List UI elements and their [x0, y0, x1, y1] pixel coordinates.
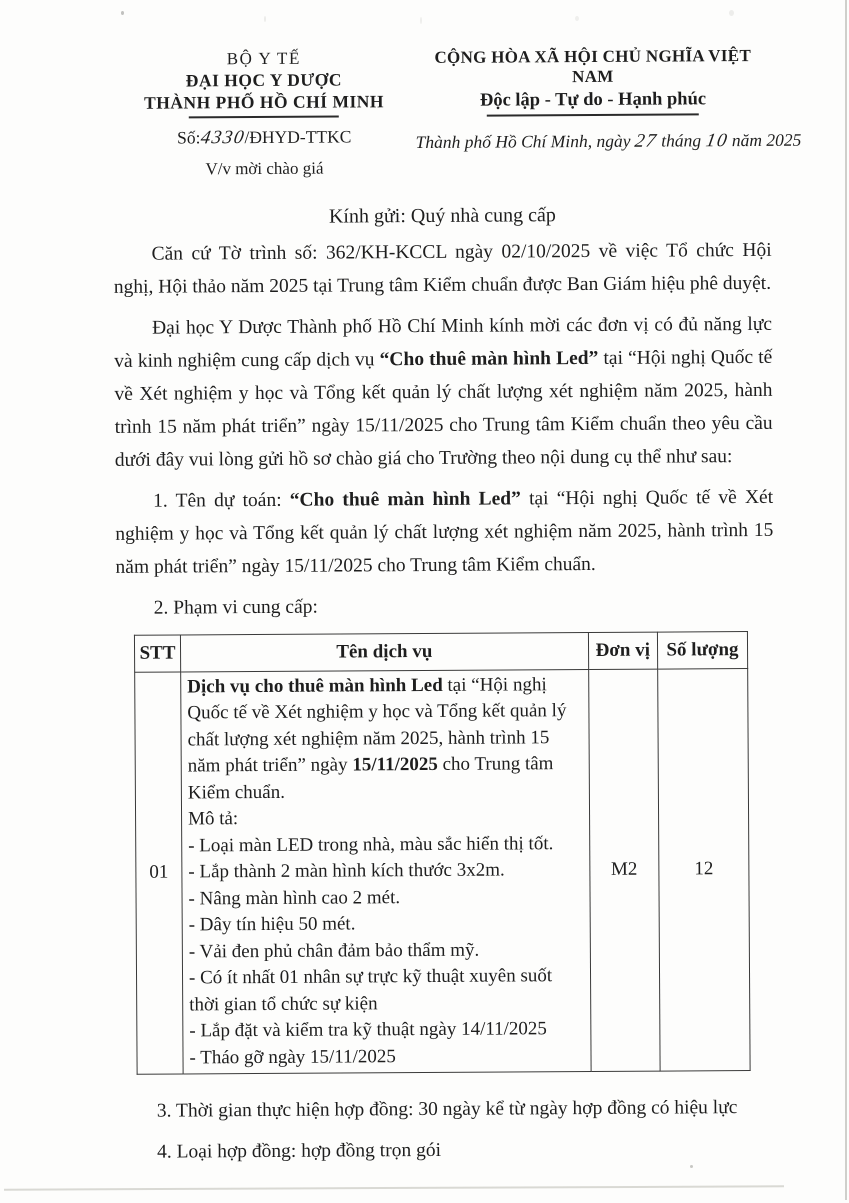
document-number-label: Số:	[177, 126, 201, 148]
dateline-month-handwritten: 10	[703, 129, 730, 151]
document-number	[113, 126, 416, 150]
header-cell-qty: Số lượng	[657, 631, 747, 669]
university-name-line1: ĐẠI HỌC Y DƯỢC	[185, 69, 343, 91]
service-title-bold: Dịch vụ cho thuê màn hình Led	[187, 674, 443, 697]
item-1-text: tại “Hội nghị Quốc tế về Xét nghiệm y học và Tổng kết quản lý chất lượng xét nghiệm năm 2025, hành trình 15 năm phát triển” ngày 15/11/2025 cho Trung tâm Kiểm chuẩn.	[115, 486, 774, 578]
scan-edge-right	[845, 0, 847, 1200]
dateline-year: năm 2025	[731, 129, 802, 150]
header-cell-service: Tên dịch vụ	[180, 632, 588, 671]
description-bullet: - Loại màn LED trong nhà, màu sắc hiển thị tốt.	[188, 832, 554, 856]
scan-artifact	[690, 1165, 693, 1168]
document-number-suffix: /ĐHYD-TTKC	[244, 125, 352, 147]
document-subject: V/v mời chào giá	[205, 158, 324, 178]
service-title-text-1: tại “Hội nghị Quốc tế về Xét nghiệm y học và Tổng kết quản lý chất lượng xét nghiệm năm 2025, hành trình 15 năm phát triển” ngày	[187, 673, 567, 777]
service-title-date-bold: 15/11/2025	[352, 753, 438, 776]
scan-artifact	[264, 16, 266, 22]
description-bullet: - Dây tín hiệu 50 mét.	[188, 913, 356, 936]
dateline-month-label: tháng	[661, 129, 702, 151]
service-title	[187, 672, 582, 807]
scan-artifact	[420, 17, 422, 24]
header-cell-stt: STT	[134, 634, 180, 671]
scan-artifact	[575, 16, 579, 21]
description-bullet: - Tháo gỡ ngày 15/11/2025	[189, 1045, 396, 1068]
invitation-text-1: Đại học Y Dược Thành phố Hồ Chí Minh kính mời các đơn vị có đủ năng lực và kinh nghiệm cung cấp dịch vụ	[114, 313, 773, 372]
salutation: Kính gửi: Quý nhà cung cấp	[328, 203, 556, 228]
scope-of-supply-table	[134, 631, 751, 1075]
item-2-scope-heading: 2. Phạm vi cung cấp:	[153, 596, 318, 619]
paragraph-basis: Căn cứ Tờ trình số: 362/KH-KCCL ngày 02/10/2025 về việc Tổ chức Hội nghị, Hội thảo năm 2025 tại Trung tâm Kiểm chuẩn được Ban Giám hiệu phê duyệt.	[113, 239, 772, 298]
item-3-contract-duration: 3. Thời gian thực hiện hợp đồng: 30 ngày kể từ ngày hợp đồng có hiệu lực	[156, 1097, 738, 1122]
letterhead	[112, 45, 802, 180]
national-motto: Độc lập - Tự do - Hạnh phúc	[479, 89, 707, 111]
table-header-row	[134, 631, 747, 672]
scan-artifact	[121, 11, 124, 15]
item-1-label: 1. Tên dự toán:	[153, 489, 290, 512]
cell-qty: 12	[658, 668, 751, 1071]
invitation-service-name: “Cho thuê màn hình Led”	[379, 347, 599, 370]
dateline-place: Thành phố Hồ Chí Minh, ngày	[415, 130, 631, 152]
item-4-contract-type: 4. Loại hợp đồng: hợp đồng trọn gói	[157, 1139, 442, 1163]
service-title-text-2: cho Trung tâm Kiểm chuẩn.	[187, 753, 554, 803]
dateline-day-handwritten: 27	[633, 130, 659, 152]
description-bullet: - Lắp đặt và kiểm tra kỹ thuật ngày 14/11/2025	[189, 1018, 547, 1042]
cell-service-description	[181, 669, 591, 1074]
org-underline	[189, 116, 339, 118]
description-label: Mô tả:	[187, 808, 239, 830]
ministry-name: BỘ Y TẾ	[226, 48, 301, 69]
item-1-service-name: “Cho thuê màn hình Led”	[289, 487, 521, 511]
national-header-block	[415, 45, 802, 154]
table-row	[135, 668, 750, 1074]
description-bullet: - Vải đen phủ chân đảm bảo thẩm mỹ.	[188, 939, 480, 962]
cell-unit: M2	[588, 669, 660, 1072]
issuing-org-block	[112, 48, 415, 179]
item-1-estimate-name	[115, 480, 774, 583]
scan-artifact	[729, 10, 734, 16]
national-title: CỘNG HÒA XÃ HỘI CHỦ NGHĨA VIỆT NAM	[434, 45, 752, 87]
motto-underline	[487, 113, 699, 116]
paragraph-invitation	[114, 307, 773, 476]
cell-stt: 01	[135, 671, 183, 1074]
place-and-date	[415, 129, 802, 153]
document-number-handwritten: 4330	[198, 126, 247, 148]
description-bullet: - Có ít nhất 01 nhân sự trực kỹ thuật xuyên suốt thời gian tổ chức sự kiện	[188, 965, 553, 1015]
description-bullet: - Lắp thành 2 màn hình kích thước 3x2m.	[188, 859, 505, 883]
invitation-text-2: tại “Hội nghị Quốc tế về Xét nghiệm y học và Tổng kết quản lý chất lượng xét nghiệm năm 2025, hành trình 15 năm phát triển” ngày 15/11/2025 cho Trung tâm Kiểm chuẩn theo yêu cầu dưới đây vui lòng gửi hồ sơ chào giá cho Trường theo nội dung cụ thể như sau:	[114, 346, 773, 471]
university-name-line2: THÀNH PHỐ HỒ CHÍ MINH	[143, 91, 385, 113]
description-bullet: - Nâng màn hình cao 2 mét.	[188, 886, 401, 909]
header-cell-unit: Đơn vị	[588, 632, 657, 669]
